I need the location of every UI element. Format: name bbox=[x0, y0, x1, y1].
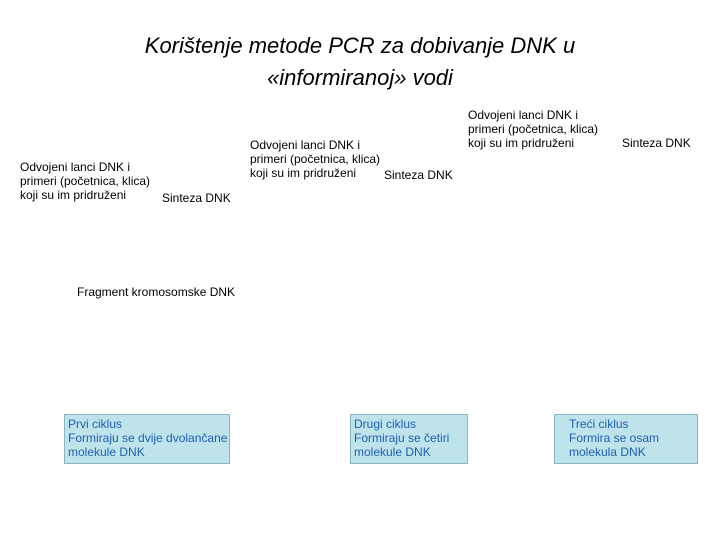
diagram-title bbox=[60, 30, 660, 94]
synthesis-label-1: Sinteza DNK bbox=[162, 191, 231, 205]
synthesis-label-2: Sinteza DNK bbox=[384, 168, 453, 182]
title-line-2: «informiranoj» vodi bbox=[267, 65, 453, 90]
strands-label-3: Odvojeni lanci DNK i primeri (početnica, klica) koji su im pridruženi bbox=[468, 108, 599, 150]
cycle-box-1: Prvi ciklus Formiraju se dvije dvolančane molekule DNK bbox=[64, 414, 230, 464]
strands-label-1: Odvojeni lanci DNK i primeri (početnica, klica) koji su im pridruženi bbox=[20, 160, 151, 202]
fragment-label: Fragment kromosomske DNK bbox=[77, 285, 236, 299]
strands-label-2: Odvojeni lanci DNK i primeri (početnica, klica) koji su im pridruženi bbox=[250, 138, 381, 180]
title-line-1: Korištenje metode PCR za dobivanje DNK u bbox=[144, 33, 576, 58]
synthesis-label-3: Sinteza DNK bbox=[622, 136, 691, 150]
cycle-box-2: Drugi ciklus Formiraju se četiri molekule DNK bbox=[350, 414, 468, 464]
cycle-box-3: Treći ciklus Formira se osam molekula DNK bbox=[554, 414, 698, 464]
